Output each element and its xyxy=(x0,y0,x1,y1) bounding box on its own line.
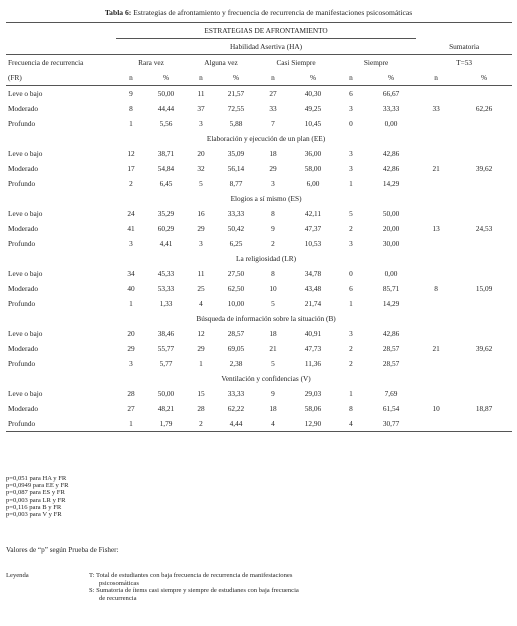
cell-n: 18 xyxy=(269,404,277,413)
cell-pct: 62,50 xyxy=(227,284,245,293)
cell-pct: 1,33 xyxy=(159,299,173,308)
cell-pct: 38,71 xyxy=(157,149,175,158)
cell-n: 29 xyxy=(197,344,205,353)
header-estrategias: ESTRATEGIAS DE AFRONTAMIENTO xyxy=(116,23,416,39)
cell-n: 17 xyxy=(127,164,135,173)
note-line: p=0,087 para ES y FR xyxy=(6,489,65,497)
cell-n: 2 xyxy=(186,416,216,432)
cell-n: 32 xyxy=(197,164,205,173)
cell-pct: 42,86 xyxy=(382,329,400,338)
cell-n: 2 xyxy=(129,179,133,188)
table-row xyxy=(6,161,512,176)
cell-n: 3 xyxy=(129,359,133,368)
row-label: Profundo xyxy=(8,359,36,368)
header-n: n xyxy=(116,70,146,86)
cell-n: 29 xyxy=(197,224,205,233)
legend-item-s-cont: de recurrencia xyxy=(99,594,137,602)
cell-pct: 28,57 xyxy=(227,329,245,338)
cell-pct: 28,57 xyxy=(382,344,400,353)
cell-pct: 33,33 xyxy=(227,209,245,218)
cell-n: 27 xyxy=(269,89,277,98)
cell-pct: 50,00 xyxy=(157,389,175,398)
table-row xyxy=(6,176,512,191)
header-n: n xyxy=(256,70,290,86)
note-line: p=0,051 para HA y FR xyxy=(6,475,67,482)
cell-pct: 55,77 xyxy=(157,344,175,353)
cell-n: 21 xyxy=(269,344,277,353)
cell-n: 3 xyxy=(349,149,353,158)
note-line: p=0,003 para LR y FR xyxy=(6,496,66,504)
header-n: n xyxy=(186,70,216,86)
cell-n: 12 xyxy=(197,329,205,338)
cell-n: 24 xyxy=(127,209,135,218)
table-row xyxy=(6,386,512,401)
cell-n: 9 xyxy=(129,89,133,98)
cell-pct: 35,29 xyxy=(157,209,175,218)
cell-n: 18 xyxy=(269,329,277,338)
cell-n: 0 xyxy=(349,119,353,128)
cell-n: 10 xyxy=(269,284,277,293)
cell-n: 3 xyxy=(199,119,203,128)
cell-n: 34 xyxy=(127,269,135,278)
cell-pct: 42,11 xyxy=(304,209,322,218)
cell-n: 4 xyxy=(199,299,203,308)
legend-item-s: S: Sumatoria de ítems casi siempre y siempre de estudianes con baja frecuencia xyxy=(89,587,299,595)
section-title: Elaboración y ejecución de un plan (EE) xyxy=(206,134,326,143)
header-pct: % xyxy=(366,70,416,86)
cell-n: 9 xyxy=(271,389,275,398)
section-title: Ventilación y confidencias (V) xyxy=(221,374,311,383)
cell-n: 18 xyxy=(269,149,277,158)
cell-pct: 29,03 xyxy=(304,389,322,398)
cell-n: 37 xyxy=(197,104,205,113)
note-line: p=0,003 para V y FR xyxy=(6,511,62,519)
cell-n: 15 xyxy=(197,389,205,398)
table-row xyxy=(6,281,512,296)
cell-pct: 48,21 xyxy=(157,404,175,413)
cell-n: 8 xyxy=(271,269,275,278)
cell-pct: 7,69 xyxy=(384,389,398,398)
cell-pct: 5,77 xyxy=(159,359,173,368)
legend-item-t: T: Total de estudiantes con baja frecuencia de recurrencia de manifestaciones xyxy=(89,572,293,579)
cell-n: 2 xyxy=(271,239,275,248)
row-label: Leve o bajo xyxy=(8,269,43,278)
cell-pct: 30,77 xyxy=(366,416,416,432)
header-frecuencia: Frecuencia de recurrencia xyxy=(6,55,116,71)
cell-n: 29 xyxy=(269,164,277,173)
cell-n: 3 xyxy=(199,239,203,248)
header-n: n xyxy=(416,70,456,86)
cell-pct: 10,00 xyxy=(227,299,245,308)
cell-pct: 72,55 xyxy=(227,104,245,113)
header-row-1 xyxy=(6,23,512,39)
row-label: Profundo xyxy=(8,239,36,248)
cell-pct: 36,00 xyxy=(304,149,322,158)
table-caption: Estrategias de afrontamiento y frecuencia de recurrencia de manifestaciones psicosomáticas xyxy=(131,8,413,17)
cell-pct: 33,33 xyxy=(227,389,245,398)
header-row-4 xyxy=(6,70,512,86)
cell-pct: 69,05 xyxy=(227,344,245,353)
row-label: Profundo xyxy=(8,179,36,188)
cell-pct: 10,53 xyxy=(304,239,322,248)
cell-n: 1 xyxy=(199,359,203,368)
cell-n: 4 xyxy=(336,416,366,432)
row-label: Leve o bajo xyxy=(8,149,43,158)
header-t53: T=53 xyxy=(416,55,512,71)
cell-n: 1 xyxy=(129,119,133,128)
header-alguna: Alguna vez xyxy=(186,55,256,71)
cell-n: 27 xyxy=(127,404,135,413)
cell-pct: 6,45 xyxy=(159,179,173,188)
cell-n: 20 xyxy=(127,329,135,338)
cell-n: 2 xyxy=(349,224,353,233)
cell-n: 20 xyxy=(197,149,205,158)
cell-n: 25 xyxy=(197,284,205,293)
cell-pct: 5,56 xyxy=(159,119,173,128)
cell-pct: 8,77 xyxy=(229,179,243,188)
cell-pct: 58,00 xyxy=(304,164,322,173)
section-title: Elogios a sí mismo (ES) xyxy=(230,194,302,203)
cell-n: 1 xyxy=(349,179,353,188)
section-title-row xyxy=(6,191,512,206)
cell-n: 0 xyxy=(349,269,353,278)
cell-pct: 60,29 xyxy=(157,224,175,233)
cell-n: 12 xyxy=(127,149,135,158)
row-label: Leve o bajo xyxy=(8,209,43,218)
sum-n: 13 xyxy=(432,224,440,233)
cell-pct: 35,09 xyxy=(227,149,245,158)
sum-pct: 18,87 xyxy=(475,404,493,413)
cell-n: 3 xyxy=(271,179,275,188)
cell-pct: 85,71 xyxy=(382,284,400,293)
table-row xyxy=(6,116,512,131)
header-pct: % xyxy=(216,70,256,86)
section-title-row xyxy=(6,311,512,326)
row-label: Profundo xyxy=(6,416,116,432)
header-pct: % xyxy=(456,70,512,86)
cell-n: 5 xyxy=(199,179,203,188)
cell-pct: 62,22 xyxy=(227,404,245,413)
cell-n: 29 xyxy=(127,344,135,353)
legend-item-t-cont: psicosomáticas xyxy=(99,579,139,587)
note-line: p=0,0949 para EE y FR xyxy=(6,482,69,490)
cell-pct: 38,46 xyxy=(157,329,175,338)
section-title: La religiosidad (LR) xyxy=(236,254,297,263)
cell-n: 5 xyxy=(349,209,353,218)
cell-n: 3 xyxy=(129,239,133,248)
header-pct: % xyxy=(290,70,336,86)
header-rara: Rara vez xyxy=(116,55,186,71)
cell-n: 1 xyxy=(116,416,146,432)
cell-pct: 0,00 xyxy=(384,269,398,278)
row-label: Moderado xyxy=(8,164,38,173)
sum-pct: 24,53 xyxy=(475,224,493,233)
cell-n: 3 xyxy=(349,329,353,338)
sum-n: 21 xyxy=(432,164,440,173)
cell-n: 8 xyxy=(349,404,353,413)
cell-n: 8 xyxy=(129,104,133,113)
cell-n: 5 xyxy=(271,359,275,368)
section-title-row xyxy=(6,371,512,386)
cell-n: 1 xyxy=(349,299,353,308)
legend-items xyxy=(89,572,389,602)
cell-pct: 47,73 xyxy=(304,344,322,353)
row-label: Moderado xyxy=(8,224,38,233)
cell-pct: 50,00 xyxy=(157,89,175,98)
cell-pct: 4,41 xyxy=(159,239,173,248)
sum-pct: 39,62 xyxy=(475,164,493,173)
cell-pct: 40,30 xyxy=(304,89,322,98)
table-row xyxy=(6,356,512,371)
cell-pct: 12,90 xyxy=(290,416,336,432)
cell-pct: 50,00 xyxy=(382,209,400,218)
header-row-2 xyxy=(6,39,512,55)
row-label: Moderado xyxy=(8,104,38,113)
sum-pct: 39,62 xyxy=(475,344,493,353)
cell-pct: 58,06 xyxy=(304,404,322,413)
table-row xyxy=(6,341,512,356)
cell-pct: 1,79 xyxy=(146,416,186,432)
cell-pct: 40,91 xyxy=(304,329,322,338)
row-label: Moderado xyxy=(8,404,38,413)
cell-n: 2 xyxy=(349,344,353,353)
cell-pct: 21,57 xyxy=(227,89,245,98)
cell-pct: 27,50 xyxy=(227,269,245,278)
legend-label: Leyenda xyxy=(6,572,29,579)
cell-pct: 28,57 xyxy=(382,359,400,368)
cell-n: 40 xyxy=(127,284,135,293)
cell-n: 41 xyxy=(127,224,135,233)
cell-pct: 50,42 xyxy=(227,224,245,233)
cell-n: 1 xyxy=(349,389,353,398)
row-label: Leve o bajo xyxy=(8,329,43,338)
p-value-notes xyxy=(6,475,69,518)
table-row xyxy=(6,416,512,432)
cell-pct: 11,36 xyxy=(304,359,322,368)
cell-pct: 2,38 xyxy=(229,359,243,368)
table-row xyxy=(6,206,512,221)
row-label: Profundo xyxy=(8,299,36,308)
table-row xyxy=(6,86,512,102)
cell-pct: 66,67 xyxy=(382,89,400,98)
cell-pct: 0,00 xyxy=(384,119,398,128)
header-casi: Casi Siempre xyxy=(256,55,336,71)
cell-pct: 56,14 xyxy=(227,164,245,173)
cell-n: 28 xyxy=(197,404,205,413)
sum-pct: 15,09 xyxy=(475,284,493,293)
sum-pct: 62,26 xyxy=(475,104,493,113)
cell-pct: 43,48 xyxy=(304,284,322,293)
section-title: Búsqueda de información sobre la situación (B) xyxy=(196,314,336,323)
row-label: Moderado xyxy=(8,284,38,293)
cell-pct: 61,54 xyxy=(382,404,400,413)
note-line: p=0,116 para B y FR xyxy=(6,503,62,511)
section-title-row xyxy=(6,251,512,266)
cell-pct: 20,00 xyxy=(382,224,400,233)
cell-n: 28 xyxy=(127,389,135,398)
table-row xyxy=(6,236,512,251)
fisher-caption: Valores de “p” según Prueba de Fisher: xyxy=(6,546,119,554)
cell-pct: 5,88 xyxy=(229,119,243,128)
cell-n: 4 xyxy=(256,416,290,432)
cell-pct: 33,33 xyxy=(382,104,400,113)
cell-pct: 30,00 xyxy=(382,239,400,248)
cell-n: 3 xyxy=(349,239,353,248)
cell-n: 1 xyxy=(129,299,133,308)
header-row-3 xyxy=(6,55,512,71)
cell-pct: 42,86 xyxy=(382,149,400,158)
table-row xyxy=(6,401,512,416)
cell-pct: 21,74 xyxy=(304,299,322,308)
table-row xyxy=(6,266,512,281)
cell-n: 3 xyxy=(349,104,353,113)
cell-pct: 6,00 xyxy=(306,179,320,188)
cell-pct: 54,84 xyxy=(157,164,175,173)
header-fr: (FR) xyxy=(6,70,116,86)
header-sumatoria: Sumatoria xyxy=(449,41,480,51)
cell-pct: 53,33 xyxy=(157,284,175,293)
row-label: Moderado xyxy=(8,344,38,353)
cell-pct: 14,29 xyxy=(382,299,400,308)
cell-pct: 47,37 xyxy=(304,224,322,233)
header-pct: % xyxy=(146,70,186,86)
cell-n: 3 xyxy=(349,164,353,173)
row-label: Leve o bajo xyxy=(8,89,43,98)
cell-n: 5 xyxy=(271,299,275,308)
cell-pct: 4,44 xyxy=(216,416,256,432)
table-title xyxy=(0,8,517,17)
table-number: Tabla 6: xyxy=(104,8,132,17)
cell-n: 33 xyxy=(269,104,277,113)
cell-pct: 42,86 xyxy=(382,164,400,173)
table-row xyxy=(6,146,512,161)
cell-n: 16 xyxy=(197,209,205,218)
cell-pct: 49,25 xyxy=(304,104,322,113)
row-label: Leve o bajo xyxy=(8,389,43,398)
cell-n: 7 xyxy=(271,119,275,128)
table-row xyxy=(6,101,512,116)
row-label: Profundo xyxy=(8,119,36,128)
sum-n: 21 xyxy=(432,344,440,353)
cell-n: 2 xyxy=(349,359,353,368)
cell-pct: 10,45 xyxy=(304,119,322,128)
cell-n: 6 xyxy=(349,89,353,98)
sum-n: 33 xyxy=(432,104,440,113)
cell-n: 9 xyxy=(271,224,275,233)
cell-n: 11 xyxy=(197,269,205,278)
cell-pct: 6,25 xyxy=(229,239,243,248)
cell-pct: 45,33 xyxy=(157,269,175,278)
sum-n: 8 xyxy=(434,284,438,293)
cell-pct: 44,44 xyxy=(157,104,175,113)
table-row xyxy=(6,296,512,311)
section-title-row xyxy=(6,131,512,146)
cell-pct: 34,78 xyxy=(304,269,322,278)
cell-pct: 14,29 xyxy=(382,179,400,188)
table-row xyxy=(6,221,512,236)
table-row xyxy=(6,326,512,341)
sum-n: 10 xyxy=(432,404,440,413)
header-n: n xyxy=(336,70,366,86)
cell-n: 11 xyxy=(197,89,205,98)
header-siempre: Siempre xyxy=(336,55,416,71)
results-table xyxy=(6,22,512,432)
header-habilidad: Habilidad Asertiva (HA) xyxy=(229,42,303,51)
cell-n: 8 xyxy=(271,209,275,218)
cell-n: 6 xyxy=(349,284,353,293)
